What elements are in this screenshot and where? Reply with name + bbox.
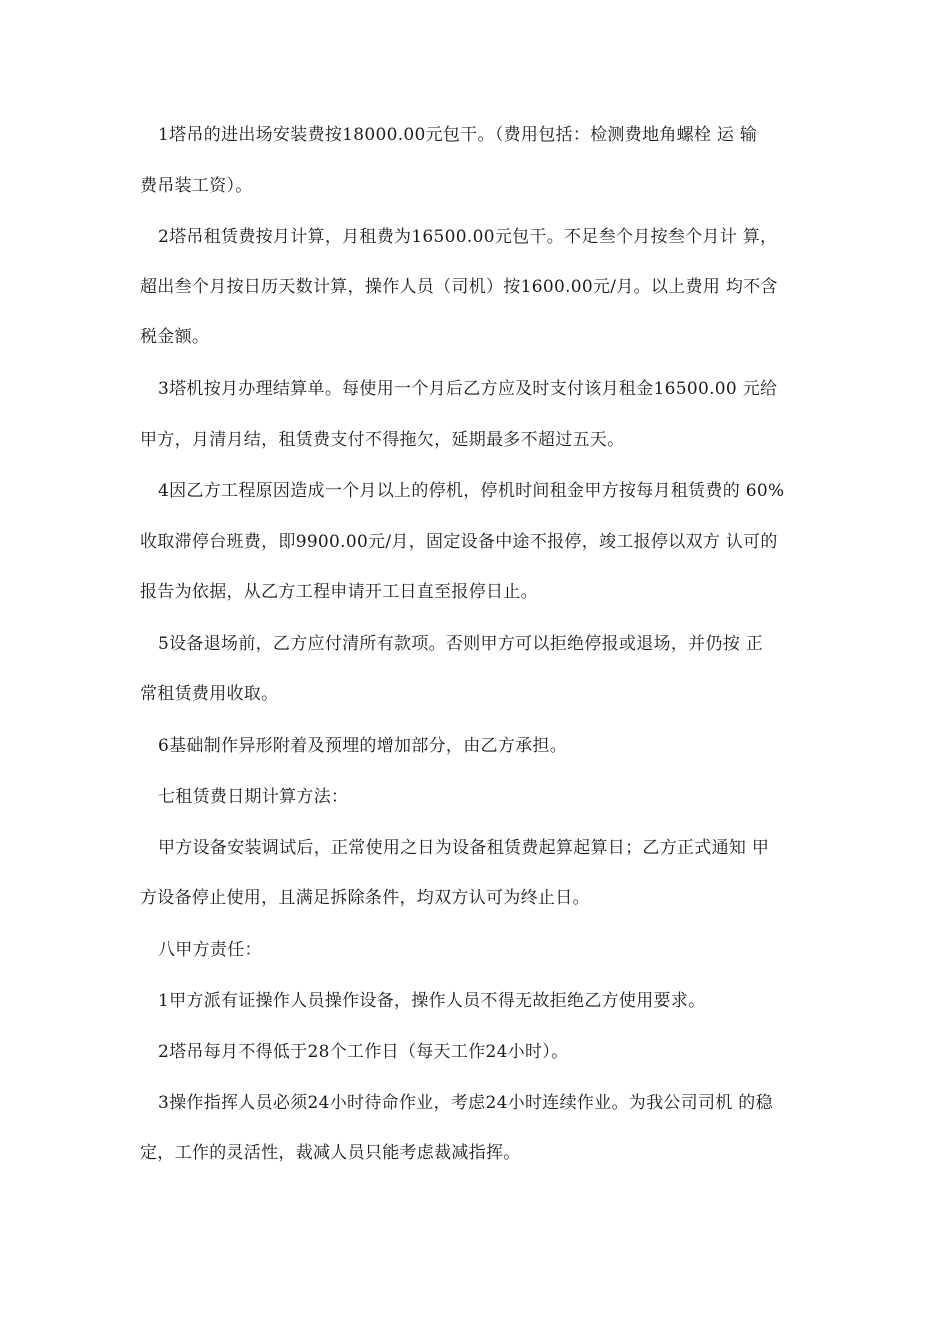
text-line: 方设备停止使用，且满足拆除条件，均双方认可为终止日。: [140, 888, 590, 908]
section-heading: 八甲方责任：: [158, 940, 262, 960]
text-line: 甲方设备安装调试后，正常使用之日为设备租赁费起算起算日；乙方正式通知 甲: [158, 838, 770, 858]
text-line: 费吊装工资）。: [140, 176, 253, 196]
text-line: 定，工作的灵活性，裁减人员只能考虑裁减指挥。: [140, 1143, 521, 1163]
text-line: 报告为依据，从乙方工程申请开工日直至报停日止。: [140, 582, 538, 602]
text-line: 税金额。: [140, 327, 210, 347]
text-line: 4因乙方工程原因造成一个月以上的停机，停机时间租金甲方按每月租赁费的 60%: [158, 481, 785, 501]
text-line: 1甲方派有证操作人员操作设备，操作人员不得无故拒绝乙方使用要求。: [158, 991, 706, 1011]
text-line: 3塔机按月办理结算单。每使用一个月后乙方应及时支付该月租金16500.00 元给: [158, 379, 778, 399]
text-line: 收取滞停台班费，即9900.00元/月，固定设备中途不报停，竣工报停以双方 认可的: [140, 532, 778, 552]
section-heading: 七租赁费日期计算方法：: [158, 787, 349, 807]
text-line: 2塔吊租赁费按月计算，月租费为16500.00元包干。不足叁个月按叁个月计 算，: [158, 227, 778, 247]
text-line: 超出叁个月按日历天数计算，操作人员（司机）按1600.00元/月。以上费用 均不含: [140, 277, 778, 297]
text-line: 3操作指挥人员必须24小时待命作业，考虑24小时连续作业。为我公司司机 的稳: [158, 1093, 773, 1113]
text-line: 5设备退场前，乙方应付清所有款项。否则甲方可以拒绝停报或退场，并仍按 正: [158, 634, 764, 654]
text-line: 1塔吊的进出场安装费按18000.00元包干。（费用包括：检测费地角螺栓 运 输: [158, 125, 758, 145]
text-line: 常租赁费用收取。: [140, 684, 279, 704]
text-line: 2塔吊每月不得低于28个工作日（每天工作24小时）。: [158, 1042, 569, 1062]
text-line: 6基础制作异形附着及预埋的增加部分，由乙方承担。: [158, 736, 568, 756]
text-line: 甲方，月清月结，租赁费支付不得拖欠，延期最多不超过五天。: [140, 430, 625, 450]
